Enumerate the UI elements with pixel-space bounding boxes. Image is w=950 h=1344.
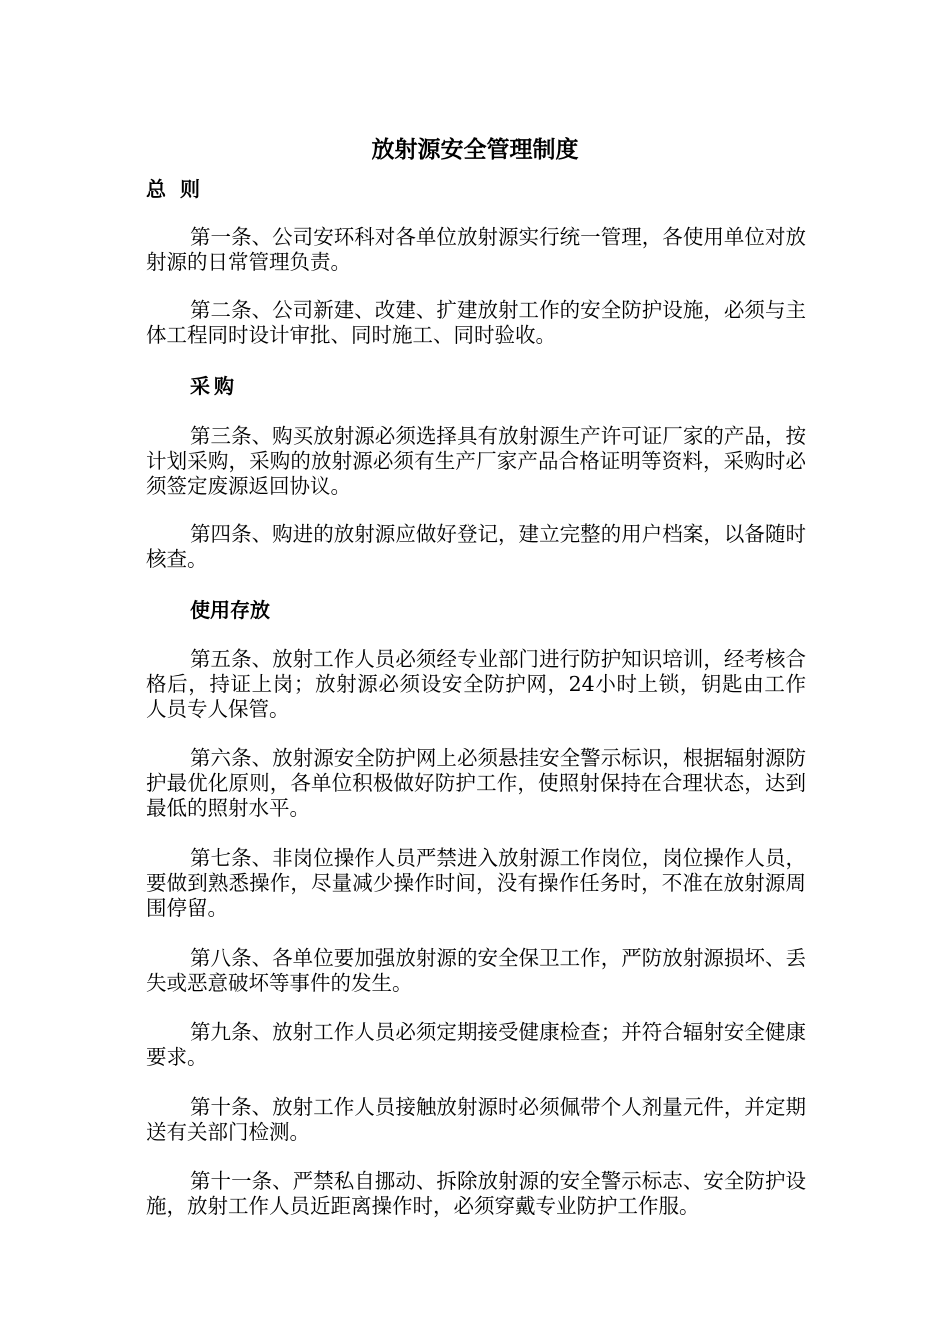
article-5: 第五条、放射工作人员必须经专业部门进行防护知识培训，经考核合格后，持证上岗；放射源必须设安全防护网，24小时上锁，钥匙由工作人员专人保管。 xyxy=(146,647,806,721)
article-11: 第十一条、严禁私自挪动、拆除放射源的安全警示标志、安全防护设施，放射工作人员近距离操作时，必须穿戴专业防护工作服。 xyxy=(146,1169,806,1218)
section-heading-usage-storage: 使用存放 xyxy=(190,598,270,622)
article-4: 第四条、购进的放射源应做好登记，建立完整的用户档案，以备随时核查。 xyxy=(146,522,806,571)
article-10: 第十条、放射工作人员接触放射源时必须佩带个人剂量元件，并定期送有关部门检测。 xyxy=(146,1095,806,1144)
article-7: 第七条、非岗位操作人员严禁进入放射源工作岗位，岗位操作人员，要做到熟悉操作，尽量减少操作时间，没有操作任务时，不准在放射源周围停留。 xyxy=(146,846,806,920)
article-2: 第二条、公司新建、改建、扩建放射工作的安全防护设施，必须与主体工程同时设计审批、同时施工、同时验收。 xyxy=(146,298,806,347)
section-heading-purchase: 采购 xyxy=(190,374,238,398)
article-9: 第九条、放射工作人员必须定期接受健康检查；并符合辐射安全健康要求。 xyxy=(146,1020,806,1069)
article-8: 第八条、各单位要加强放射源的安全保卫工作，严防放射源损坏、丢失或恶意破坏等事件的发生。 xyxy=(146,946,806,995)
article-3: 第三条、购买放射源必须选择具有放射源生产许可证厂家的产品，按计划采购，采购的放射源必须有生产厂家产品合格证明等资料，采购时必须签定废源返回协议。 xyxy=(146,424,806,498)
article-1: 第一条、公司安环科对各单位放射源实行统一管理，各使用单位对放射源的日常管理负责。 xyxy=(146,225,806,274)
document-title: 放射源安全管理制度 xyxy=(371,136,579,163)
article-6: 第六条、放射源安全防护网上必须悬挂安全警示标识，根据辐射源防护最优化原则，各单位积极做好防护工作，使照射保持在合理状态，达到最低的照射水平。 xyxy=(146,746,806,820)
section-heading-general: 总则 xyxy=(146,177,214,201)
